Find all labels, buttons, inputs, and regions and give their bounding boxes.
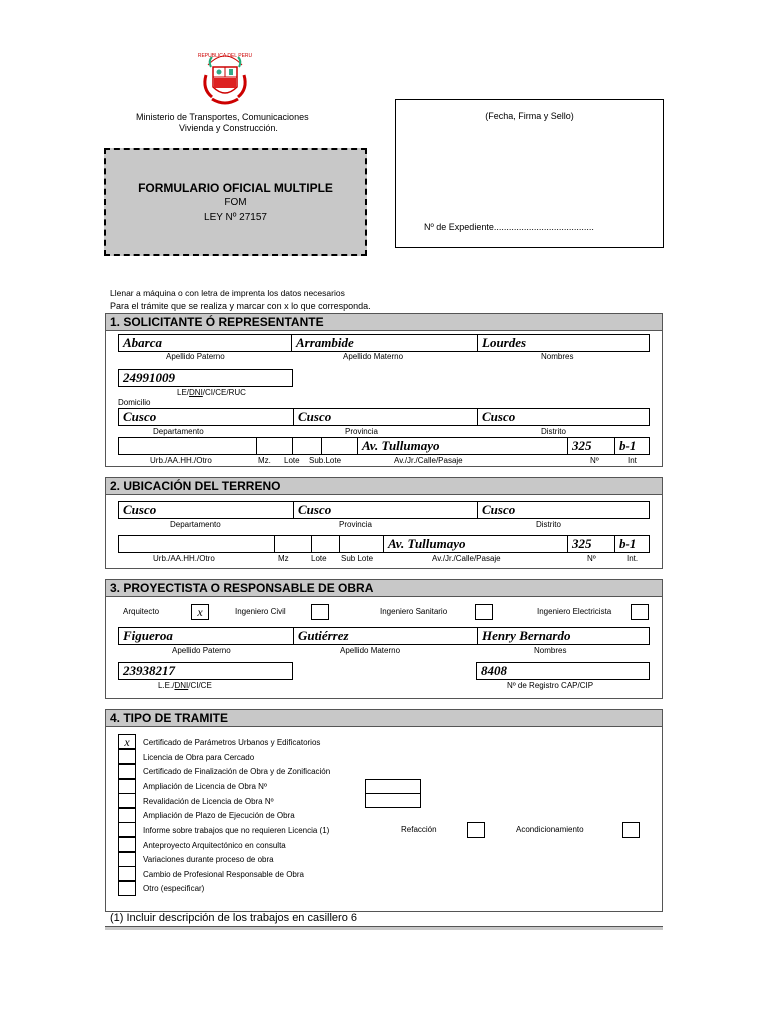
lbl-ingeniero-sanitario: Ingeniero Sanitario bbox=[380, 607, 448, 616]
lbl-terreno-lote: Lote bbox=[311, 554, 327, 563]
lbl-distrito: Distrito bbox=[541, 427, 566, 436]
solicitante-location-row bbox=[118, 408, 650, 426]
acondicionamiento-checkbox[interactable] bbox=[622, 822, 640, 838]
solicitante-departamento[interactable]: Cusco bbox=[123, 409, 157, 424]
section2-title: 2. UBICACIÓN DEL TERRENO bbox=[106, 478, 662, 495]
tramite-item-label: Cambio de Profesional Responsable de Obra bbox=[143, 870, 304, 879]
ministry-line2: Vivienda y Construcción. bbox=[179, 123, 278, 133]
revalidacion-licencia-numero-field[interactable] bbox=[365, 793, 421, 808]
tramite-checkbox[interactable] bbox=[118, 852, 136, 867]
tramite-checkbox[interactable] bbox=[118, 822, 136, 837]
lbl-domicilio: Domicilio bbox=[118, 398, 151, 407]
section4-title: 4. TIPO DE TRAMITE bbox=[106, 710, 662, 727]
proyectista-registro: 8408 bbox=[481, 663, 507, 678]
lbl-lote: Lote bbox=[284, 456, 300, 465]
tramite-item-label: Licencia de Obra para Cercado bbox=[143, 753, 255, 762]
form-abbr: FOM bbox=[224, 197, 247, 208]
lbl-refaccion: Refacción bbox=[401, 825, 437, 834]
lbl-acondicionamiento: Acondicionamiento bbox=[516, 825, 584, 834]
tramite-item-label: Informe sobre trabajos que no requieren Licencia (1) bbox=[143, 826, 330, 835]
solicitante-name-row bbox=[118, 334, 650, 352]
peru-coat-of-arms-seal bbox=[198, 45, 252, 111]
ampliacion-licencia-numero-field[interactable] bbox=[365, 779, 421, 794]
terreno-address-row bbox=[118, 535, 650, 553]
tramite-checkbox[interactable] bbox=[118, 764, 136, 779]
solicitante-calle[interactable]: Av. Tullumayo bbox=[362, 438, 440, 453]
terreno-numero[interactable]: 325 bbox=[572, 536, 592, 551]
tramite-item-label: Anteproyecto Arquitectónico en consulta bbox=[143, 841, 286, 850]
proyectista-documento: 23938217 bbox=[123, 663, 175, 678]
lbl-urb: Urb./AA.HH./Otro bbox=[150, 456, 212, 465]
lbl-terreno-distrito: Distrito bbox=[536, 520, 561, 529]
lbl-departamento: Departamento bbox=[153, 427, 204, 436]
expediente-label: Nº de Expediente........................................ bbox=[424, 222, 594, 232]
terreno-distrito[interactable]: Cusco bbox=[482, 502, 516, 517]
solicitante-apellido-paterno[interactable]: Abarca bbox=[123, 335, 162, 350]
lbl-ingeniero-electricista: Ingeniero Electricista bbox=[537, 607, 612, 616]
solicitante-apellido-materno[interactable]: Arrambide bbox=[296, 335, 354, 350]
lbl-terreno-numero: Nº bbox=[587, 554, 596, 563]
lbl-proyectista-documento: L.E./DNI/CI/CE bbox=[158, 681, 212, 690]
ingeniero-civil-checkbox[interactable] bbox=[311, 604, 329, 620]
footnote: (1) Incluir descripción de los trabajos en casillero 6 bbox=[110, 912, 358, 924]
solicitante-nombres[interactable]: Lourdes bbox=[482, 335, 527, 350]
tramite-item-label: Ampliación de Plazo de Ejecución de Obra bbox=[143, 811, 295, 820]
section3-title: 3. PROYECTISTA O RESPONSABLE DE OBRA bbox=[106, 580, 662, 597]
proyectista-documento-field[interactable] bbox=[118, 662, 293, 680]
tramite-checkbox[interactable] bbox=[118, 866, 136, 881]
tramite-checkbox[interactable] bbox=[118, 793, 136, 808]
stamp-label: (Fecha, Firma y Sello) bbox=[485, 111, 574, 121]
seal-text: REPUBLICA DEL PERU bbox=[198, 53, 252, 59]
lbl-nombres: Nombres bbox=[541, 352, 574, 361]
lbl-provincia: Provincia bbox=[345, 427, 378, 436]
form-title: FORMULARIO OFICIAL MULTIPLE bbox=[138, 181, 333, 195]
lbl-registro: Nº de Registro CAP/CIP bbox=[507, 681, 594, 690]
proyectista-apellido-materno[interactable]: Gutiérrez bbox=[298, 628, 349, 643]
tramite-checkbox[interactable] bbox=[118, 881, 136, 896]
lbl-ingeniero-civil: Ingeniero Civil bbox=[235, 607, 286, 616]
lbl-calle: Av./Jr./Calle/Pasaje bbox=[394, 456, 463, 465]
lbl-proyectista-paterno: Apellido Paterno bbox=[172, 646, 231, 655]
terreno-calle[interactable]: Av. Tullumayo bbox=[388, 536, 466, 551]
solicitante-documento: 24991009 bbox=[123, 370, 175, 385]
tramite-item-label: Ampliación de Licencia de Obra Nº bbox=[143, 782, 267, 791]
lbl-numero: Nº bbox=[590, 456, 599, 465]
solicitante-interior[interactable]: b-1 bbox=[619, 438, 637, 453]
ministry-line1: Ministerio de Transportes, Comunicaciones bbox=[136, 112, 309, 122]
lbl-documento: LE/DNI/CI/CE/RUC bbox=[177, 388, 246, 397]
lbl-apellido-materno: Apellido Materno bbox=[343, 352, 404, 361]
lbl-terreno-provincia: Provincia bbox=[339, 520, 372, 529]
lbl-proyectista-nombres: Nombres bbox=[534, 646, 567, 655]
form-title-box bbox=[104, 148, 367, 256]
instruction-line1: Llenar a máquina o con letra de imprenta los datos necesarios bbox=[110, 288, 345, 298]
proyectista-name-row bbox=[118, 627, 650, 645]
terreno-provincia[interactable]: Cusco bbox=[298, 502, 332, 517]
ingeniero-electricista-checkbox[interactable] bbox=[631, 604, 649, 620]
solicitante-provincia[interactable]: Cusco bbox=[298, 409, 332, 424]
lbl-terreno-int: Int. bbox=[627, 554, 639, 563]
tramite-checkbox[interactable] bbox=[118, 749, 136, 764]
refaccion-checkbox[interactable] bbox=[467, 822, 485, 838]
lbl-terreno-sublote: Sub Lote bbox=[341, 554, 374, 563]
solicitante-documento-field[interactable] bbox=[118, 369, 293, 387]
stamp-box bbox=[395, 99, 664, 248]
tramite-item-label: Certificado de Finalización de Obra y de Zonificación bbox=[143, 767, 331, 776]
lbl-apellido-paterno: Apellido Paterno bbox=[166, 352, 225, 361]
lbl-terreno-departamento: Departamento bbox=[170, 520, 221, 529]
tramite-checkbox[interactable] bbox=[118, 837, 136, 852]
next-section-edge bbox=[105, 926, 663, 930]
section1-title: 1. SOLICITANTE Ó REPRESENTANTE bbox=[106, 314, 662, 331]
instruction-line2: Para el trámite que se realiza y marcar con x lo que corresponda. bbox=[110, 301, 371, 311]
lbl-terreno-calle: Av./Jr./Calle/Pasaje bbox=[432, 554, 501, 563]
lbl-terreno-mz: Mz bbox=[278, 554, 289, 563]
tramite-checkbox[interactable]: x bbox=[118, 734, 136, 749]
proyectista-nombres[interactable]: Henry Bernardo bbox=[482, 628, 571, 643]
ingeniero-sanitario-checkbox[interactable] bbox=[475, 604, 493, 620]
tramite-item-label: Certificado de Parámetros Urbanos y Edificatorios bbox=[143, 738, 321, 747]
tramite-item-label: Otro (especificar) bbox=[143, 884, 205, 893]
tramite-checkbox[interactable] bbox=[118, 779, 136, 794]
lbl-arquitecto: Arquitecto bbox=[123, 607, 160, 616]
form-law: LEY Nº 27157 bbox=[204, 212, 267, 223]
arquitecto-checkbox[interactable]: x bbox=[191, 604, 209, 620]
lbl-sublote: Sub.Lote bbox=[309, 456, 342, 465]
terreno-departamento[interactable]: Cusco bbox=[123, 502, 157, 517]
solicitante-distrito[interactable]: Cusco bbox=[482, 409, 516, 424]
solicitante-address-row bbox=[118, 437, 650, 455]
proyectista-registro-field[interactable] bbox=[476, 662, 650, 680]
tramite-item-label: Revalidación de Licencia de Obra Nº bbox=[143, 797, 274, 806]
lbl-mz: Mz. bbox=[258, 456, 271, 465]
lbl-terreno-urb: Urb./AA.HH./Otro bbox=[153, 554, 215, 563]
proyectista-apellido-paterno[interactable]: Figueroa bbox=[123, 628, 173, 643]
lbl-int: Int bbox=[628, 456, 637, 465]
lbl-proyectista-materno: Apellido Materno bbox=[340, 646, 401, 655]
solicitante-numero[interactable]: 325 bbox=[572, 438, 592, 453]
tramite-item-label: Variaciones durante proceso de obra bbox=[143, 855, 274, 864]
tramite-checkbox[interactable] bbox=[118, 808, 136, 823]
terreno-location-row bbox=[118, 501, 650, 519]
terreno-interior[interactable]: b-1 bbox=[619, 536, 637, 551]
